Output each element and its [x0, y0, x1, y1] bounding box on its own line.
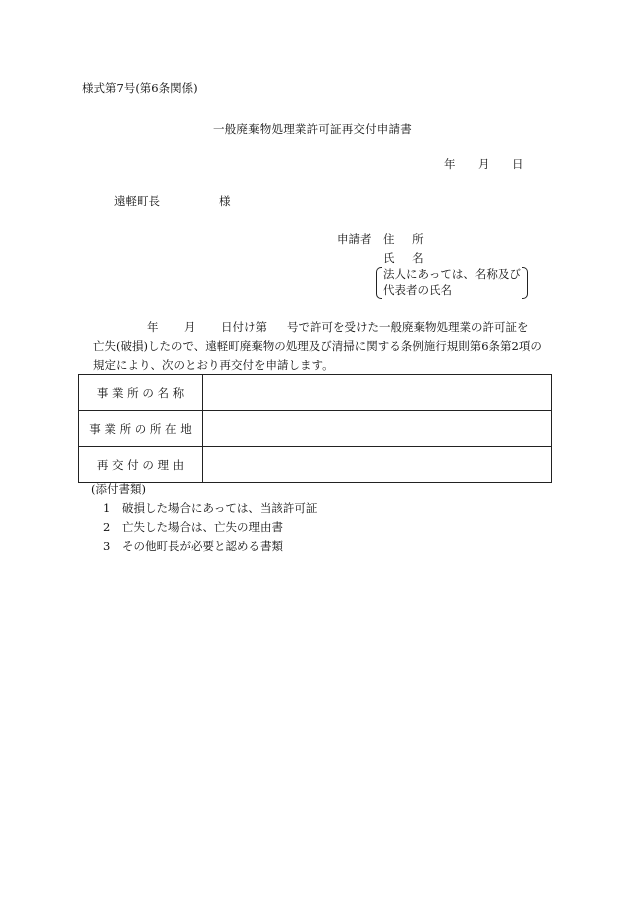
table-row [79, 447, 552, 483]
body-year-label: 年 [147, 320, 159, 334]
attachment-item: 亡失した場合は、亡失の理由書 [122, 520, 283, 534]
honorific: 様 [219, 194, 231, 208]
addressee: 遠軽町長 [114, 194, 160, 208]
form-number: 様式第7号(第6条関係) [82, 81, 198, 95]
corporate-note-line1: 法人にあっては、名称及び [383, 267, 521, 281]
reissue-reason-field[interactable] [203, 447, 552, 483]
reissue-reason-label: 再 交 付 の 理 由 [79, 447, 203, 483]
corporate-note [376, 267, 528, 299]
attachments-title: (添付書類) [91, 482, 146, 496]
name-label: 氏 名 [383, 251, 431, 265]
body-line3: 規定により、次のとおり再交付を申請します。 [93, 358, 334, 372]
attachment-number: 3 [103, 539, 111, 553]
right-bracket [522, 267, 528, 299]
attachment-number: 2 [103, 520, 111, 534]
table-row [79, 411, 552, 447]
facility-name-label: 事 業 所 の 名 称 [79, 375, 203, 411]
corporate-note-line2: 代表者の氏名 [383, 283, 452, 297]
attachment-item: その他町長が必要と認める書類 [122, 539, 283, 553]
date-day-label: 日 [512, 157, 524, 171]
date-month-label: 月 [478, 157, 490, 171]
facility-location-label: 事 業 所 の 所 在 地 [79, 411, 203, 447]
body-month-label: 月 [184, 320, 196, 334]
body-day-text: 日付け第 [221, 320, 267, 334]
applicant-label: 申請者 [337, 232, 372, 246]
facility-name-field[interactable] [203, 375, 552, 411]
left-bracket [376, 267, 382, 299]
attachment-number: 1 [103, 501, 111, 515]
date-year-label: 年 [444, 157, 456, 171]
address-label: 住 所 [383, 232, 431, 246]
application-table [78, 374, 552, 483]
body-line2: 亡失(破損)したので、遠軽町廃棄物の処理及び清掃に関する条例施行規則第6条第2項の [93, 339, 542, 353]
body-number-text: 号で許可を受けた一般廃棄物処理業の許可証を [287, 320, 529, 334]
table-row [79, 375, 552, 411]
facility-location-field[interactable] [203, 411, 552, 447]
attachment-item: 破損した場合にあっては、当該許可証 [122, 501, 318, 515]
document-title: 一般廃棄物処理業許可証再交付申請書 [213, 122, 412, 136]
